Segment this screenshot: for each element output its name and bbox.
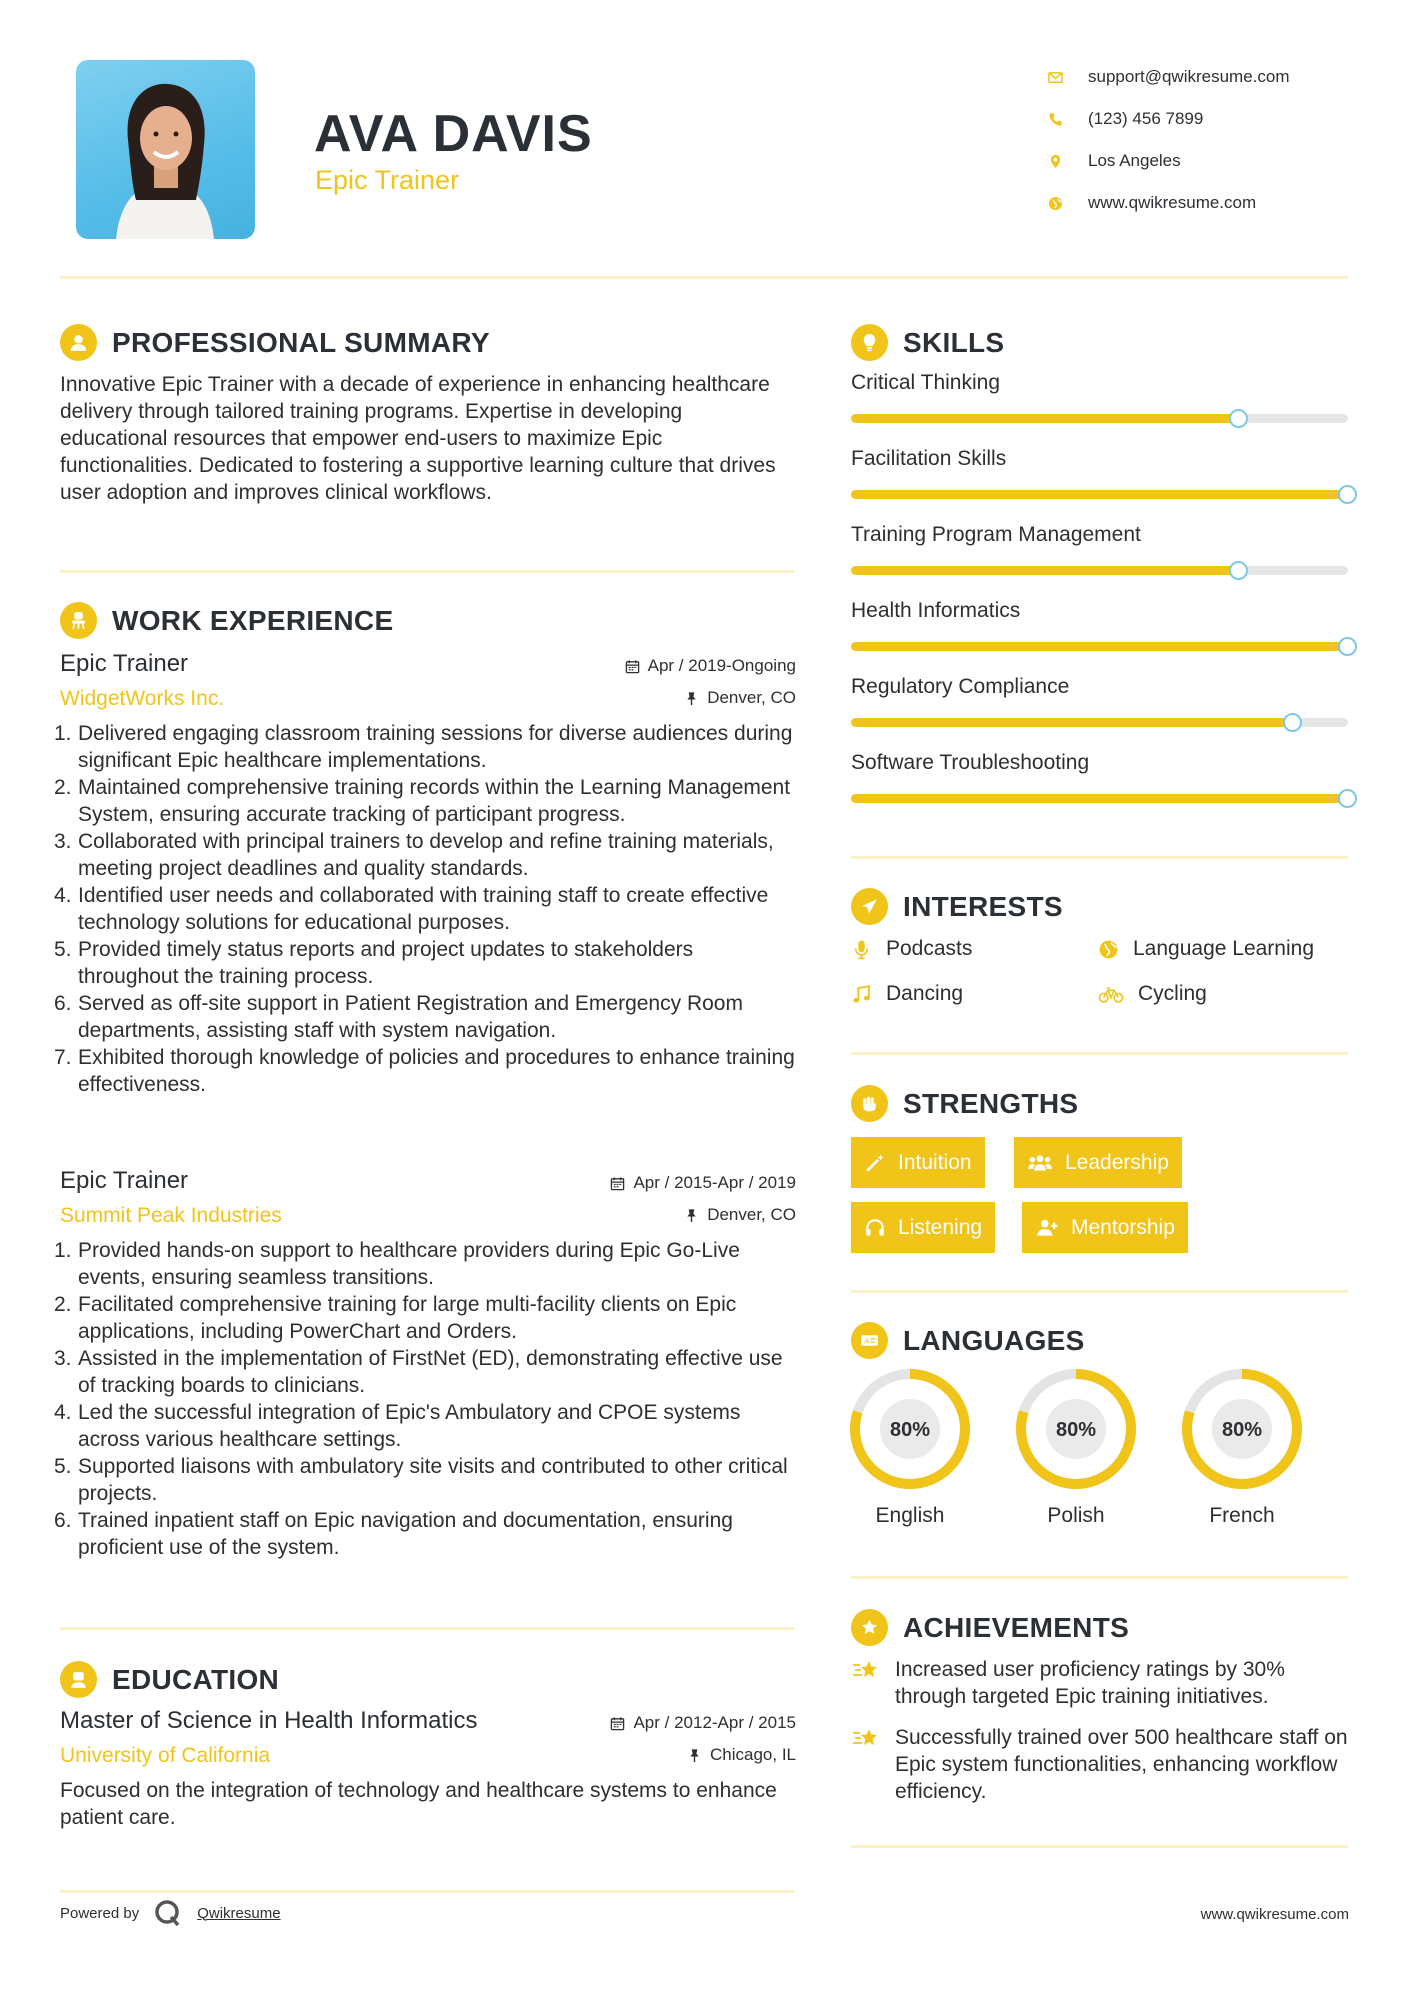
- skills-divider: [851, 856, 1348, 859]
- shooting-star-icon: [851, 1724, 881, 1754]
- skill-item: [851, 523, 1348, 599]
- job-location-text: Denver, CO: [707, 1205, 796, 1224]
- interests-heading: [851, 888, 1063, 925]
- list-item: 6. Trained inpatient staff on Epic navigation and documentation, ensuring proficient use of the system.: [54, 1509, 733, 1559]
- education-heading: [60, 1661, 279, 1698]
- skill-track: [851, 414, 1348, 423]
- strength-label: Mentorship: [1071, 1215, 1175, 1239]
- fist-icon: [851, 1085, 888, 1122]
- languages-heading-text: LANGUAGES: [903, 1324, 1085, 1356]
- language-card-icon: [851, 1322, 888, 1359]
- job-date-text: Apr / 2015-Apr / 2019: [633, 1173, 796, 1192]
- interest-language-learning: [1098, 937, 1314, 961]
- language-name: French: [1209, 1504, 1275, 1527]
- achievements-heading: [851, 1609, 1129, 1646]
- achievement-item: [851, 1724, 1351, 1805]
- summary-heading: [60, 324, 490, 361]
- interests-heading-text: INTERESTS: [903, 890, 1063, 922]
- skill-track: [851, 718, 1348, 727]
- job-date: [610, 1173, 796, 1193]
- strengths-divider: [851, 1290, 1348, 1293]
- globe-icon: [1048, 196, 1088, 211]
- envelope-icon: [1048, 70, 1088, 85]
- list-item: 6. Served as off-site support in Patient Registration and Emergency Room departments, assisting staff with system navigation.: [54, 992, 743, 1042]
- magic-wand-icon: [864, 1152, 886, 1174]
- microphone-icon: [851, 939, 872, 960]
- list-item: 2. Maintained comprehensive training records within the Learning Management System, ensuring accurate tracking of participant progress.: [54, 776, 791, 826]
- job-date: [625, 656, 796, 676]
- education-date-text: Apr / 2012-Apr / 2015: [633, 1713, 796, 1732]
- job-title: Epic Trainer: [60, 1167, 189, 1194]
- list-item: 7. Exhibited thorough knowledge of policies and procedures to enhance training effectiveness.: [54, 1046, 795, 1096]
- strength-label: Intuition: [898, 1150, 972, 1174]
- summary-text: Innovative Epic Trainer with a decade of experience in enhancing healthcare delivery through tailored training programs. Expertise in developing educational resources that empower end-users to maximize Epic functionalities. Dedicated to fostering a supportive learning culture that drives user adoption and improves clinical workflows.: [60, 373, 776, 504]
- graduate-icon: [60, 1661, 97, 1698]
- list-item: 1. Delivered engaging classroom training sessions for diverse audiences during significant Epic healthcare implementations.: [54, 722, 793, 772]
- contact-location: [1048, 140, 1290, 182]
- language-ring: [1015, 1368, 1137, 1490]
- job-date-text: Apr / 2019-Ongoing: [647, 656, 796, 675]
- job-location: [684, 1205, 796, 1225]
- language-percent: 80%: [889, 1419, 931, 1441]
- briefcase-chair-icon: [60, 602, 97, 639]
- pushpin-icon: [687, 1748, 702, 1763]
- headphones-icon: [864, 1217, 886, 1239]
- phone-icon: [1048, 112, 1088, 127]
- skill-name: Critical Thinking: [851, 371, 1000, 394]
- skill-knob: [1338, 485, 1357, 504]
- list-item: 5. Provided timely status reports and project updates to stakeholders throughout the training process.: [54, 938, 694, 988]
- language-item: [1181, 1368, 1303, 1528]
- contact-email-text: support@qwikresume.com: [1088, 67, 1290, 86]
- skills-heading: [851, 324, 1004, 361]
- summary-divider: [60, 570, 795, 573]
- achievements-divider: [851, 1845, 1348, 1848]
- candidate-title: Epic Trainer: [315, 165, 460, 195]
- education-heading-text: EDUCATION: [112, 1663, 280, 1695]
- contact-phone-text: (123) 456 7899: [1088, 109, 1204, 128]
- education-location-text: Chicago, IL: [710, 1745, 796, 1764]
- list-item: 1. Provided hands-on support to healthcare providers during Epic Go-Live events, ensuring seamless transitions.: [54, 1239, 740, 1289]
- achievement-text: Successfully trained over 500 healthcare staff on Epic system functionalities, enhancing workflow efficiency.: [895, 1726, 1348, 1803]
- skill-track: [851, 490, 1348, 499]
- qwikresume-logo-icon: [153, 1898, 183, 1928]
- svg-text:A: A: [864, 1336, 870, 1346]
- skill-fill: [851, 642, 1348, 651]
- skill-knob: [1338, 637, 1357, 656]
- contact-list: [1048, 56, 1290, 224]
- strengths-heading: [851, 1085, 1078, 1122]
- paper-plane-icon: [851, 888, 888, 925]
- list-item: 3. Collaborated with principal trainers to develop and refine training materials, meeting project deadlines and quality standards.: [54, 830, 774, 880]
- interest-cycling: [1098, 982, 1207, 1006]
- education-location: [687, 1745, 796, 1765]
- contact-website-text: www.qwikresume.com: [1088, 193, 1257, 212]
- interest-label: Cycling: [1138, 982, 1207, 1005]
- brand-link[interactable]: Qwikresume: [197, 1904, 281, 1922]
- skill-item: [851, 675, 1348, 751]
- list-item: 4. Led the successful integration of Epic's Ambulatory and CPOE systems across various healthcare settings.: [54, 1401, 741, 1451]
- calendar-icon: [610, 1716, 625, 1731]
- languages-divider: [851, 1576, 1348, 1579]
- job-location: [684, 688, 796, 708]
- skill-item: [851, 751, 1348, 827]
- interest-label: Dancing: [886, 982, 964, 1005]
- contact-phone[interactable]: [1048, 98, 1290, 140]
- location-pin-icon: [1048, 154, 1088, 169]
- education-description: Focused on the integration of technology and healthcare systems to enhance patient care.: [60, 1779, 777, 1829]
- skill-fill: [851, 718, 1293, 727]
- skill-fill: [851, 794, 1348, 803]
- pushpin-icon: [684, 1208, 699, 1223]
- list-item: 4. Identified user needs and collaborated with training staff to create effective technology solutions for educational purposes.: [54, 884, 769, 934]
- strength-badge: [851, 1202, 995, 1253]
- user-plus-icon: [1035, 1217, 1059, 1239]
- education-date: [610, 1713, 796, 1733]
- interests-divider: [851, 1052, 1348, 1055]
- music-note-icon: [851, 984, 872, 1005]
- language-item: [849, 1368, 971, 1528]
- work-divider: [60, 1627, 795, 1630]
- education-divider: [60, 1890, 795, 1893]
- shooting-star-icon: [851, 1656, 881, 1686]
- language-ring: [1181, 1368, 1303, 1490]
- header-divider: [60, 276, 1348, 279]
- contact-email[interactable]: [1048, 56, 1290, 98]
- bicycle-icon: [1098, 984, 1124, 1005]
- strength-badge: [1014, 1137, 1182, 1188]
- group-icon: [1027, 1152, 1053, 1174]
- pushpin-icon: [684, 691, 699, 706]
- skill-knob: [1338, 789, 1357, 808]
- job-company: Summit Peak Industries: [60, 1204, 282, 1227]
- skill-fill: [851, 566, 1239, 575]
- job-bullets: [54, 1237, 796, 1561]
- job-company: WidgetWorks Inc.: [60, 687, 225, 710]
- achievements-heading-text: ACHIEVEMENTS: [903, 1611, 1130, 1643]
- strength-label: Leadership: [1065, 1150, 1169, 1174]
- interest-podcasts: [851, 937, 972, 961]
- skill-name: Software Troubleshooting: [851, 751, 1090, 774]
- job-title: Epic Trainer: [60, 650, 189, 677]
- languages-heading: [851, 1322, 1085, 1359]
- language-name: Polish: [1047, 1504, 1105, 1527]
- job-entry-2: [54, 1167, 796, 1561]
- school-name: University of California: [60, 1744, 271, 1767]
- skill-name: Regulatory Compliance: [851, 675, 1070, 698]
- strength-badge: [1022, 1202, 1188, 1253]
- achievement-item: [851, 1656, 1351, 1710]
- strength-label: Listening: [898, 1215, 983, 1239]
- language-item: [1015, 1368, 1137, 1528]
- powered-by-text: Powered by: [60, 1904, 140, 1922]
- interest-label: Language Learning: [1133, 937, 1315, 960]
- skill-knob: [1229, 561, 1248, 580]
- skill-name: Training Program Management: [851, 523, 1141, 546]
- candidate-name: AVA DAVIS: [314, 105, 593, 163]
- skill-item: [851, 599, 1348, 675]
- skill-knob: [1283, 713, 1302, 732]
- list-item: 2. Facilitated comprehensive training for large multi-facility clients on Epic applications, including PowerChart and Orders.: [54, 1293, 737, 1343]
- job-entry-1: [54, 650, 796, 1098]
- language-ring: [849, 1368, 971, 1490]
- calendar-icon: [625, 659, 640, 674]
- footer-url[interactable]: www.qwikresume.com: [1200, 1906, 1349, 1923]
- skill-knob: [1229, 409, 1248, 428]
- contact-location-text: Los Angeles: [1088, 151, 1181, 170]
- skill-track: [851, 642, 1348, 651]
- portrait-illustration: [76, 60, 255, 239]
- language-percent: 80%: [1055, 1419, 1097, 1441]
- work-heading: [60, 602, 393, 639]
- list-item: 5. Supported liaisons with ambulatory site visits and contributed to other critical projects.: [54, 1455, 788, 1505]
- language-name: English: [875, 1504, 945, 1527]
- degree-title: Master of Science in Health Informatics: [60, 1707, 478, 1734]
- language-percent: 80%: [1221, 1419, 1263, 1441]
- skill-name: Health Informatics: [851, 599, 1021, 622]
- skill-track: [851, 566, 1348, 575]
- contact-website[interactable]: [1048, 182, 1290, 224]
- skill-name: Facilitation Skills: [851, 447, 1007, 470]
- job-bullets: [54, 720, 796, 1098]
- strength-badge: [851, 1137, 985, 1188]
- skill-fill: [851, 414, 1239, 423]
- skill-item: [851, 371, 1348, 447]
- interest-label: Podcasts: [886, 937, 973, 960]
- profile-photo: [76, 60, 255, 239]
- skills-heading-text: SKILLS: [903, 326, 1005, 358]
- job-location-text: Denver, CO: [707, 688, 796, 707]
- star-badge-icon: [851, 1609, 888, 1646]
- skill-track: [851, 794, 1348, 803]
- footer-powered-by: [60, 1898, 281, 1928]
- interest-dancing: [851, 982, 963, 1006]
- skills-list: [851, 371, 1348, 827]
- skill-fill: [851, 490, 1348, 499]
- user-icon: [60, 324, 97, 361]
- calendar-icon: [610, 1176, 625, 1191]
- strengths-heading-text: STRENGTHS: [903, 1087, 1079, 1119]
- education-entry: [60, 1707, 796, 1831]
- skill-item: [851, 447, 1348, 523]
- summary-heading-text: PROFESSIONAL SUMMARY: [112, 326, 490, 358]
- list-item: 3. Assisted in the implementation of FirstNet (ED), demonstrating effective use of tracking boards to clinicians.: [54, 1347, 783, 1397]
- achievement-text: Increased user proficiency ratings by 30% through targeted Epic training initiatives.: [895, 1658, 1285, 1708]
- globe-icon: [1098, 939, 1119, 960]
- lightbulb-icon: [851, 324, 888, 361]
- work-heading-text: WORK EXPERIENCE: [112, 604, 394, 636]
